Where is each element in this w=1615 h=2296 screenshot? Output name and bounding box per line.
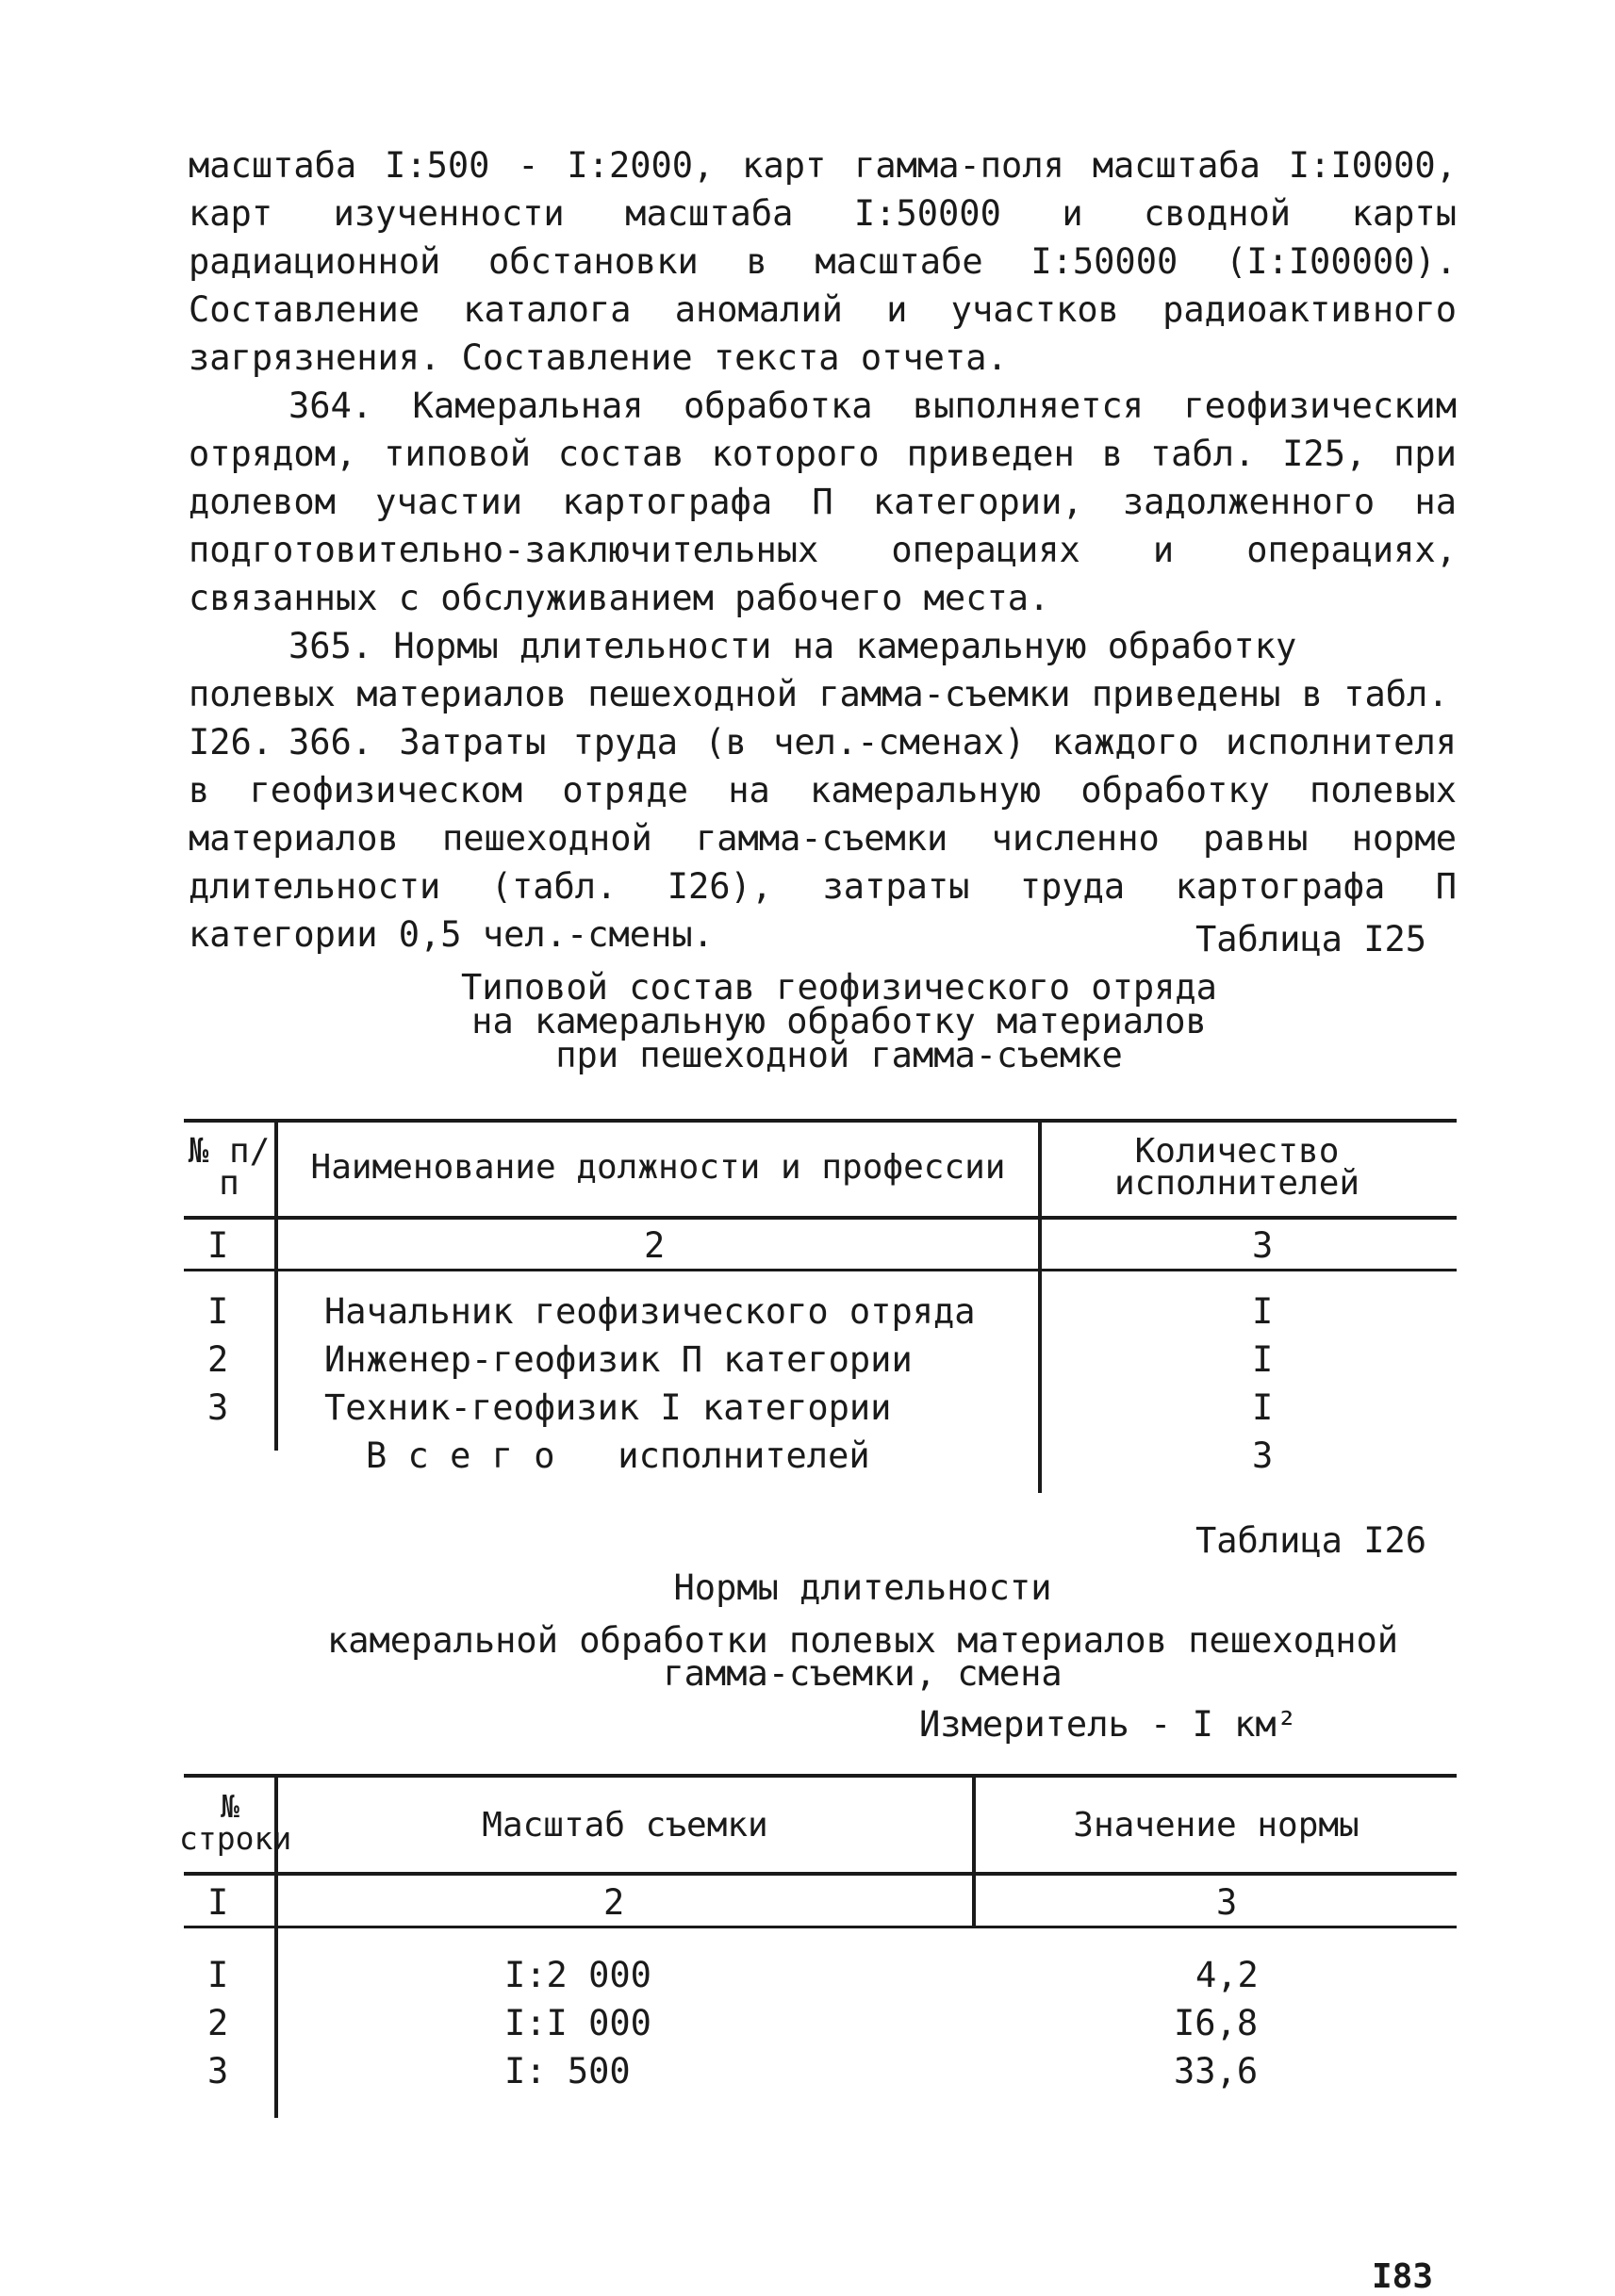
total-value: 3 bbox=[1252, 1435, 1274, 1476]
row-count: I bbox=[1252, 1339, 1274, 1380]
measure-unit: Измеритель - I км² bbox=[919, 1704, 1297, 1745]
table-126-label: Таблица I26 bbox=[1195, 1520, 1427, 1561]
table-125-title-line: на камеральную обработку материалов bbox=[471, 1001, 1207, 1041]
row-count: I bbox=[1252, 1291, 1274, 1332]
row-count: I bbox=[1252, 1387, 1274, 1428]
row-position-name: Инженер-геофизик П категории bbox=[324, 1339, 913, 1380]
table-col-number: I bbox=[207, 1225, 229, 1266]
table-col-number: 2 bbox=[644, 1225, 666, 1266]
table-col-number: 2 bbox=[603, 1882, 625, 1923]
row-scale: I: 500 bbox=[504, 2051, 631, 2091]
row-position-name: Начальник геофизического отряда bbox=[324, 1291, 976, 1332]
page-number: I83 bbox=[1372, 2257, 1434, 2296]
table-126-title bbox=[311, 1567, 1414, 1694]
row-number: I bbox=[207, 1955, 229, 1995]
row-position-name: Техник-геофизик I категории bbox=[324, 1387, 892, 1428]
table-col-number: 3 bbox=[1252, 1225, 1274, 1266]
table-rule bbox=[184, 1926, 1457, 1928]
table-125-title-line: при пешеходной гамма-съемке bbox=[555, 1035, 1123, 1075]
row-norm-value: I6,8 bbox=[1174, 2003, 1259, 2043]
table-126-title-line: камеральной обработки полевых материалов пешеходной bbox=[326, 1620, 1399, 1661]
table-header-number: № строки bbox=[179, 1788, 292, 1857]
table-126-title-line: гамма-съемки, смена bbox=[663, 1653, 1063, 1694]
paragraph-continuation: масштаба I:500 - I:2000, карт гамма-поля масштаба I:I0000, карт изученности масштаба I:50000 и сводной карты радиационной обстановки в масштабе I:50000 (I:I00000). Составление каталога аномалий и участков радиоактивного загрязнения. Составление текста отчета. bbox=[189, 145, 1457, 378]
table-125-title bbox=[377, 967, 1301, 1075]
table-header-name: Наименование должности и профессии bbox=[310, 1148, 1006, 1187]
row-norm-value: 33,6 bbox=[1174, 2051, 1259, 2091]
table-col-number: 3 bbox=[1216, 1882, 1238, 1923]
table-header-scale: Масштаб съемки bbox=[482, 1806, 768, 1845]
table-rule bbox=[184, 1269, 1457, 1271]
row-number: I bbox=[207, 1291, 229, 1332]
table-125-title-line: Типовой состав геофизического отряда bbox=[461, 967, 1217, 1008]
row-number: 2 bbox=[207, 2003, 229, 2043]
row-scale: I:2 000 bbox=[504, 1955, 651, 1995]
total-label: В с е г о исполнителей bbox=[366, 1435, 870, 1476]
table-header-number: № п/п bbox=[188, 1132, 271, 1203]
table-rule bbox=[184, 1774, 1457, 1778]
paragraph-365: 365. Нормы длительности на камеральную обработку полевых материалов пешеходной гамма-съемки приведены в табл. I26. bbox=[189, 626, 1449, 763]
paragraph-366: 366. Затраты труда (в чел.-сменах) каждого исполнителя в геофизическом отряде на камеральную обработку полевых материалов пешеходной гамма-съемки численно равны норме длительности (табл. I26), затраты труда картографа П категории 0,5 чел.-смены. bbox=[189, 722, 1457, 955]
paragraph-364: 364. Камеральная обработка выполняется геофизическим отрядом, типовой состав которого приведен в табл. I25, при долевом участии картографа П категории, задолженного на подготовительно-заключительных операциях и операциях, связанных с обслуживанием рабочего места. bbox=[189, 385, 1457, 618]
row-number: 3 bbox=[207, 2051, 229, 2091]
table-125-label: Таблица I25 bbox=[1195, 919, 1427, 959]
table-header-count: Количество исполнителей bbox=[1113, 1132, 1360, 1203]
table-col-number: I bbox=[207, 1882, 229, 1923]
table-column-divider bbox=[972, 1774, 976, 1928]
row-number: 2 bbox=[207, 1339, 229, 1380]
row-norm-value: 4,2 bbox=[1195, 1955, 1259, 1995]
row-scale: I:I 000 bbox=[504, 2003, 651, 2043]
row-number: 3 bbox=[207, 1387, 229, 1428]
table-header-value: Значение нормы bbox=[1073, 1806, 1360, 1845]
table-rule bbox=[184, 1216, 1457, 1220]
table-rule bbox=[184, 1119, 1457, 1123]
table-126-title-line: Нормы длительности bbox=[673, 1567, 1052, 1608]
table-column-divider bbox=[1038, 1119, 1042, 1493]
table-rule bbox=[184, 1872, 1457, 1876]
